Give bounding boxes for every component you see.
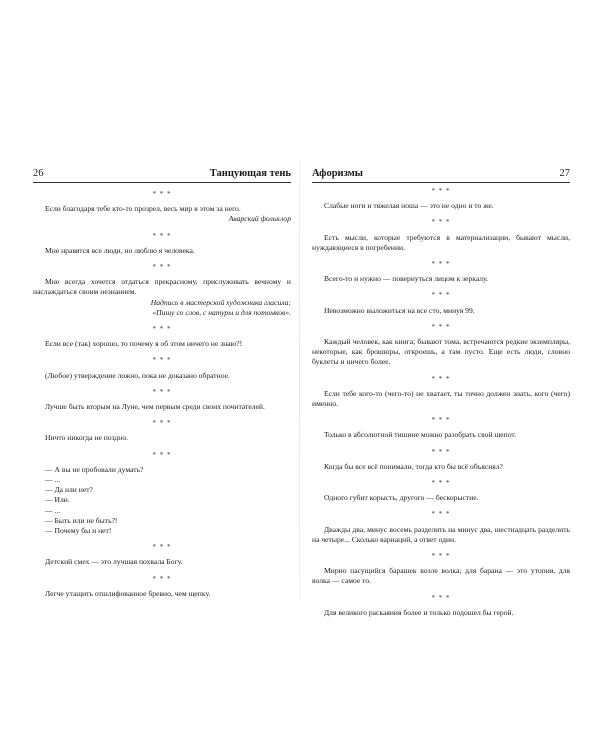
section-separator: * * * bbox=[431, 510, 451, 519]
dialog-line: — Или. bbox=[45, 495, 70, 505]
aphorism-block bbox=[312, 274, 570, 284]
aphorism-text: Каждый человек, как книга; бывают тома, встречаются редкие экземпляры, некоторые, как брошюры, откроешь, а там пусто. Еще есть люди, словно буклеты и ничего более. bbox=[312, 337, 570, 367]
aphorism-text: Ничто никогда не поздно. bbox=[45, 433, 129, 443]
aphorism-block bbox=[33, 371, 291, 381]
aphorism-text: Всего-то и нужно — повернуться лицом к зеркалу. bbox=[324, 274, 489, 284]
aphorism-text: Детский смех — это лучшая похвала Богу. bbox=[45, 557, 183, 567]
aphorism-block bbox=[33, 402, 291, 412]
right-page-content bbox=[312, 186, 570, 618]
left-page-content bbox=[33, 189, 291, 599]
left-page bbox=[33, 168, 291, 599]
section-separator: * * * bbox=[431, 593, 451, 602]
aphorism-text: Только в абсолютной тишине можно разобрать свой шепот. bbox=[324, 430, 517, 440]
aphorism-text: (Любое) утверждение ложно, пока не доказано обратное. bbox=[45, 370, 230, 380]
aphorism-block bbox=[33, 465, 291, 536]
left-page-header bbox=[33, 168, 291, 183]
aphorism-block bbox=[33, 339, 291, 349]
aphorism-text: Мирно пасущийся барашек возле волка; для барана — это утопия, для волка — самое то. bbox=[312, 566, 570, 586]
section-separator: * * * bbox=[431, 479, 451, 488]
aphorism-text: Если все (так) хорошо, то почему я об этом ничего не знаю?! bbox=[45, 339, 243, 349]
section-separator: * * * bbox=[152, 543, 172, 552]
aphorism-text: Для великого раскаяния более и только подошел бы герой. bbox=[324, 607, 514, 617]
aphorism-text: Когда бы все всё понимали, тогда кто бы всё объяснял? bbox=[324, 461, 503, 471]
book-gutter bbox=[299, 160, 300, 600]
running-title: Танцующая тень bbox=[209, 168, 291, 179]
section-separator: * * * bbox=[152, 190, 172, 198]
dialog-line: — ... bbox=[45, 505, 61, 515]
section-separator: * * * bbox=[152, 325, 172, 334]
section-separator: * * * bbox=[431, 447, 451, 456]
aphorism-text: Невозможно выложиться на все сто, минуя 99. bbox=[324, 305, 475, 315]
aphorism-block bbox=[33, 277, 291, 318]
running-title: Афоризмы bbox=[312, 168, 364, 179]
aphorism-text: Легче утащить отшлифованное бревно, чем щепку. bbox=[45, 588, 211, 598]
aphorism-text: Дважды два, минус восемь разделить на минус два, шестнадцать разделить на четыре... Сколько вариаций, а ответ один. bbox=[312, 524, 570, 544]
section-separator: * * * bbox=[431, 218, 451, 227]
attribution: Аварский фольклор bbox=[228, 214, 291, 224]
section-separator: * * * bbox=[152, 263, 172, 272]
aphorism-block bbox=[312, 201, 570, 211]
section-separator: * * * bbox=[152, 356, 172, 365]
dialog-line: — Быть или не быть?! bbox=[45, 515, 118, 525]
aphorism-text: Есть мысли, которые требуются в материализации, бывают мысли, нуждающиеся в погребении. bbox=[312, 232, 570, 252]
section-separator: * * * bbox=[431, 260, 451, 269]
aphorism-block bbox=[33, 246, 291, 256]
section-separator: * * * bbox=[152, 231, 172, 240]
section-separator: * * * bbox=[431, 374, 451, 383]
aphorism-block bbox=[312, 389, 570, 409]
attribution: «Пишу со слов, с натуры и для потомков». bbox=[152, 307, 291, 317]
aphorism-block bbox=[312, 493, 570, 503]
aphorism-block bbox=[312, 337, 570, 368]
aphorism-text: Лучше быть вторым на Луне, чем первым среди своих почитателей. bbox=[45, 402, 265, 412]
aphorism-block bbox=[312, 233, 570, 253]
aphorism-block bbox=[33, 557, 291, 567]
right-page-header bbox=[312, 168, 570, 183]
section-separator: * * * bbox=[152, 450, 172, 459]
page-number: 27 bbox=[559, 168, 570, 179]
aphorism-text: Если тебе кого-то (чего-то) не хватает, ты точно должен знать, кого (чего) именно. bbox=[312, 388, 570, 409]
aphorism-block bbox=[312, 306, 570, 316]
aphorism-text: Слабые ноги и тяжелая ноша — это не одно и то же. bbox=[324, 201, 494, 211]
dialog-line: — ... bbox=[45, 475, 61, 485]
section-separator: * * * bbox=[152, 419, 172, 428]
right-page bbox=[312, 168, 570, 618]
aphorism-text: Мне нравятся все люди, но люблю я человека. bbox=[45, 245, 195, 255]
dialog-line: — Почему бы и нет! bbox=[45, 526, 112, 536]
section-separator: * * * bbox=[152, 574, 172, 583]
aphorism-block bbox=[312, 608, 570, 618]
aphorism-block bbox=[312, 525, 570, 545]
section-separator: * * * bbox=[431, 322, 451, 331]
aphorism-text: Если благодаря тебе кто-то прозрел, весь мир в этом за него. bbox=[45, 204, 241, 214]
page-number: 26 bbox=[33, 168, 44, 179]
section-separator: * * * bbox=[431, 552, 451, 561]
section-separator: * * * bbox=[152, 387, 172, 396]
aphorism-block bbox=[312, 566, 570, 586]
section-separator: * * * bbox=[431, 291, 451, 300]
attribution: Надпись в мастерской художника гласила: bbox=[150, 297, 291, 307]
dialog-line: — Да или нет? bbox=[45, 485, 93, 495]
section-separator: * * * bbox=[431, 416, 451, 425]
aphorism-block bbox=[33, 433, 291, 443]
section-separator: * * * bbox=[431, 187, 451, 195]
aphorism-text: Одного губит корысть, другого — бескорыстие. bbox=[324, 493, 479, 503]
aphorism-block bbox=[33, 589, 291, 599]
aphorism-block bbox=[312, 462, 570, 472]
aphorism-text: Мне всегда хочется отдаться прекрасному, прислуживать вечному и наслаждаться своим незнанием. bbox=[33, 277, 291, 297]
aphorism-block bbox=[312, 430, 570, 440]
aphorism-block bbox=[33, 204, 291, 224]
dialog-line: — А вы не пробовали думать? bbox=[45, 464, 144, 474]
